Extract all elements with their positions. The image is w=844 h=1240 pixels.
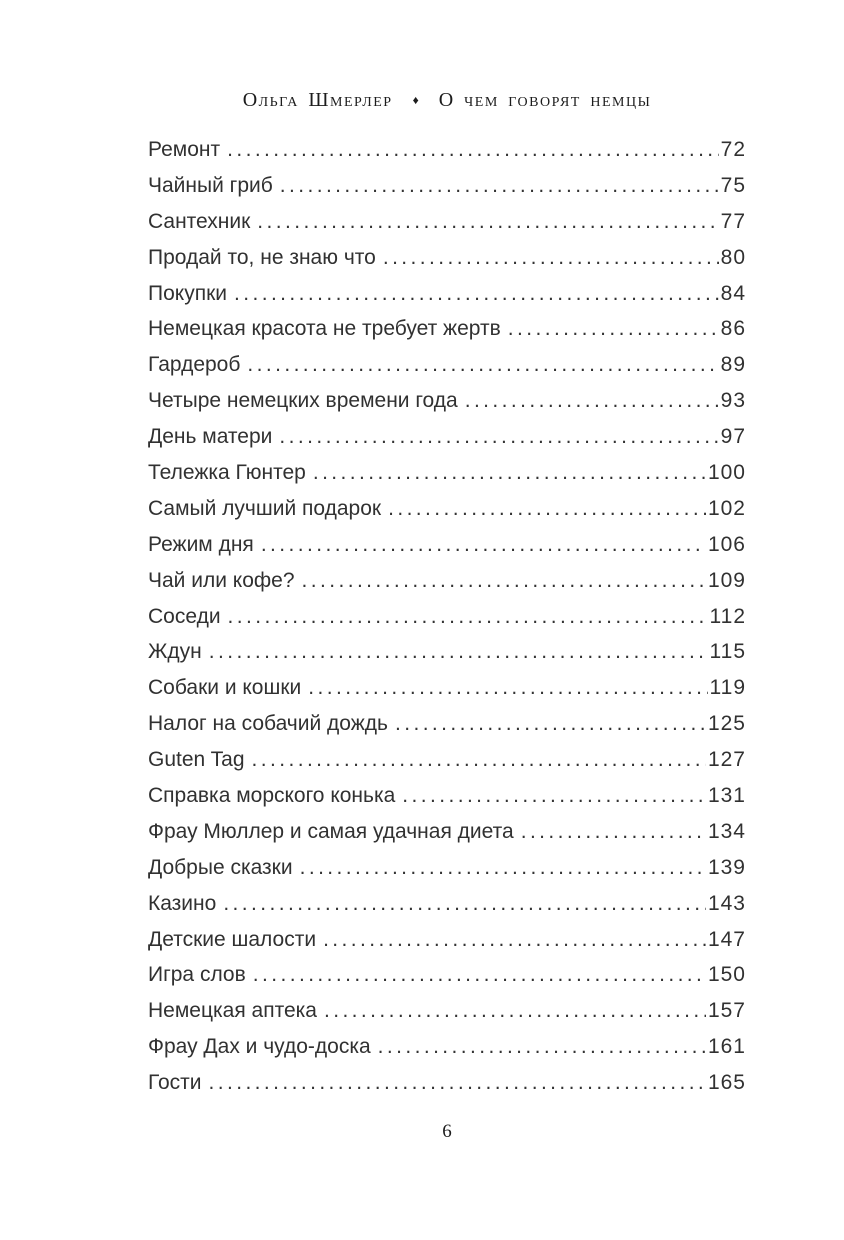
toc-leader-dots [302, 563, 706, 599]
toc-entry [148, 670, 746, 706]
toc-entry-title: Фрау Дах и чудо-доска [148, 1035, 371, 1059]
toc-entry-title: День матери [148, 425, 273, 449]
toc-entry-title: Тележка Гюнтер [148, 461, 306, 485]
toc-entry-title: Немецкая аптека [148, 999, 317, 1023]
toc-entry-page: 139 [707, 855, 746, 879]
running-head-author: Ольга Шмерлер [242, 89, 393, 111]
toc-leader-dots [209, 634, 708, 670]
toc-entry-page: 143 [707, 891, 746, 915]
toc-entry-page: 147 [707, 927, 746, 951]
toc-entry [148, 419, 746, 455]
toc-leader-dots [323, 922, 706, 958]
toc-entry [148, 706, 746, 742]
toc-entry-page: 109 [707, 568, 746, 592]
toc-entry-title: Добрые сказки [148, 855, 293, 879]
toc-entry-title: Казино [148, 891, 217, 915]
toc-entry-title: Продай то, не знаю что [148, 245, 376, 269]
toc-entry-title: Режим дня [148, 532, 254, 556]
toc-entry-title: Справка морского конька [148, 784, 396, 808]
toc-entry-title: Сантехник [148, 209, 251, 233]
toc-entry [148, 132, 746, 168]
toc-leader-dots [521, 814, 706, 850]
toc-entry-title: Игра слов [148, 963, 246, 987]
toc-entry-title: Гости [148, 1071, 202, 1095]
toc-entry-title: Немецкая красота не требует жертв [148, 317, 501, 341]
toc-leader-dots [402, 778, 706, 814]
toc-entry-page: 165 [707, 1071, 746, 1095]
toc-entry-page: 77 [720, 209, 746, 233]
toc-entry-page: 84 [720, 281, 746, 305]
toc-entry-page: 115 [709, 640, 746, 664]
toc-leader-dots [223, 886, 706, 922]
page-number: 6 [442, 1121, 452, 1142]
toc-leader-dots [228, 599, 708, 635]
toc-leader-dots [324, 993, 706, 1029]
toc-leader-dots [300, 850, 706, 886]
toc-entry-title: Четыре немецких времени года [148, 389, 458, 413]
toc-entry-title: Ждун [148, 640, 202, 664]
toc-entry-title: Чай или кофе? [148, 568, 295, 592]
toc-entry [148, 563, 746, 599]
toc-leader-dots [257, 204, 718, 240]
toc-entry [148, 993, 746, 1029]
toc-entry [148, 383, 746, 419]
toc-entry-page: 80 [720, 245, 746, 269]
toc-entry [148, 850, 746, 886]
toc-entry-page: 131 [707, 784, 746, 808]
toc-entry-page: 125 [707, 712, 746, 736]
toc-entry-title: Налог на собачий дождь [148, 712, 388, 736]
toc-entry [148, 1029, 746, 1065]
toc-leader-dots [252, 742, 706, 778]
toc-entry-title: Guten Tag [148, 748, 245, 772]
toc-entry-page: 119 [709, 676, 746, 700]
toc-entry-page: 89 [720, 353, 746, 377]
toc-entry-title: Соседи [148, 604, 221, 628]
toc-leader-dots [378, 1029, 706, 1065]
toc-entry [148, 922, 746, 958]
toc-entry-page: 93 [720, 389, 746, 413]
toc-entry [148, 276, 746, 312]
page-footer [148, 1121, 746, 1143]
toc-entry-page: 161 [707, 1035, 746, 1059]
toc-entry-title: Детские шалости [148, 927, 317, 951]
toc-leader-dots [280, 168, 719, 204]
toc-entry-title: Собаки и кошки [148, 676, 302, 700]
toc-leader-dots [247, 347, 718, 383]
running-head-book-title: О чем говорят немцы [438, 89, 652, 111]
toc-leader-dots [279, 419, 718, 455]
toc-entry-title: Чайный гриб [148, 173, 273, 197]
toc-entry-page: 150 [707, 963, 746, 987]
toc-entry-page: 102 [707, 496, 746, 520]
toc-entry [148, 814, 746, 850]
toc-leader-dots [234, 276, 719, 312]
toc-entry-title: Фрау Мюллер и самая удачная диета [148, 819, 514, 843]
toc-entry [148, 347, 746, 383]
toc-entry [148, 1065, 746, 1101]
toc-leader-dots [253, 957, 706, 993]
toc-entry-page: 134 [707, 819, 746, 843]
toc-leader-dots [209, 1065, 706, 1101]
toc-entry-page: 157 [707, 999, 746, 1023]
toc-entry-title: Покупки [148, 281, 227, 305]
table-of-contents [148, 132, 746, 1101]
toc-entry-page: 127 [707, 748, 746, 772]
toc-entry [148, 240, 746, 276]
toc-entry [148, 599, 746, 635]
toc-entry [148, 634, 746, 670]
toc-entry-page: 112 [709, 604, 746, 628]
toc-entry [148, 527, 746, 563]
toc-entry-page: 97 [720, 425, 746, 449]
toc-entry-title: Ремонт [148, 138, 221, 161]
toc-leader-dots [308, 670, 707, 706]
toc-leader-dots [261, 527, 706, 563]
toc-leader-dots [465, 383, 719, 419]
toc-entry [148, 491, 746, 527]
toc-leader-dots [395, 706, 706, 742]
toc-entry [148, 168, 746, 204]
toc-entry-title: Самый лучший подарок [148, 496, 382, 520]
toc-entry [148, 204, 746, 240]
toc-entry-title: Гардероб [148, 353, 241, 377]
toc-entry [148, 957, 746, 993]
toc-leader-dots [508, 311, 719, 347]
toc-entry [148, 311, 746, 347]
toc-entry [148, 742, 746, 778]
toc-entry-page: 75 [720, 173, 746, 197]
toc-entry-page: 106 [707, 532, 746, 556]
toc-entry [148, 886, 746, 922]
toc-entry-page: 86 [720, 317, 746, 341]
toc-entry-page: 100 [707, 461, 746, 485]
toc-entry [148, 455, 746, 491]
toc-entry [148, 778, 746, 814]
diamond-icon: ♦ [412, 93, 419, 107]
running-head [148, 89, 746, 112]
toc-leader-dots [227, 132, 719, 168]
toc-leader-dots [313, 455, 706, 491]
toc-leader-dots [388, 491, 706, 527]
toc-leader-dots [383, 240, 719, 276]
toc-entry-page: 72 [720, 138, 746, 161]
